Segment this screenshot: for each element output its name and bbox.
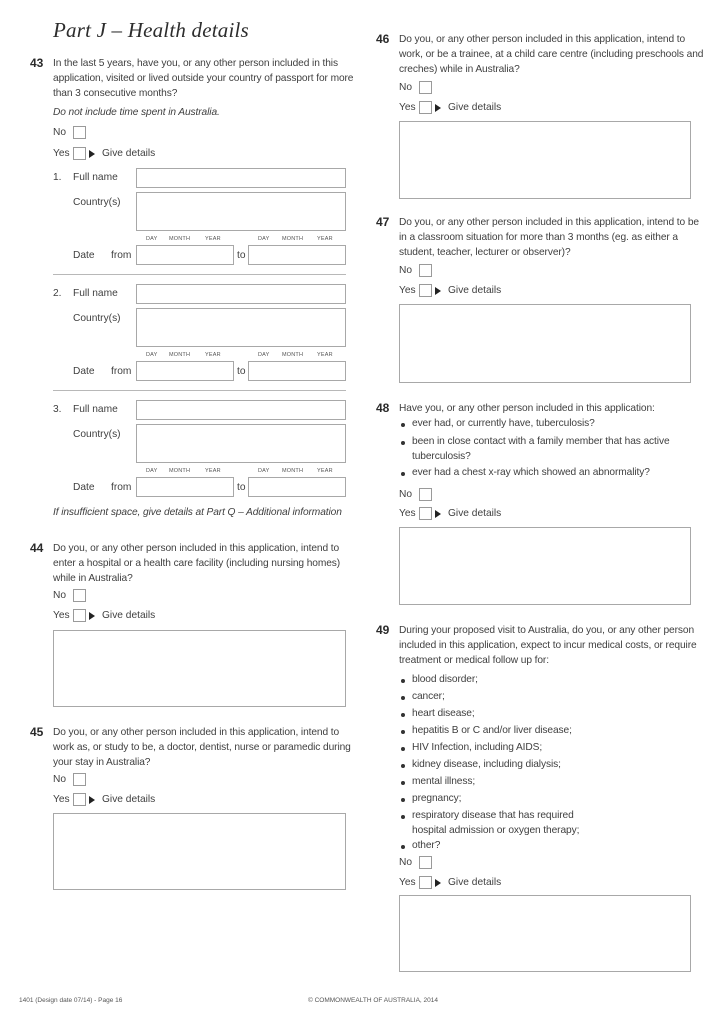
- question-line: creches) while in Australia?: [399, 64, 520, 75]
- question-number-48: 48: [376, 401, 390, 415]
- q48-no-label: No: [399, 489, 413, 500]
- q49-bullet-item: hepatitis B or C and/or liver disease;: [412, 725, 572, 736]
- day-label: DAY: [146, 468, 158, 474]
- q49-bullet-item: mental illness;: [412, 776, 476, 787]
- entry-index: 2.: [53, 288, 62, 299]
- divider: [53, 274, 346, 275]
- q45-yes-checkbox[interactable]: [73, 793, 86, 806]
- q47-details-field[interactable]: [399, 304, 691, 383]
- full-name-label: Full name: [73, 404, 118, 415]
- q48-give-details: Give details: [448, 508, 502, 519]
- year-label: YEAR: [205, 468, 221, 474]
- footer-form-id: 1401 (Design date 07/14) - Page 16: [19, 997, 123, 1004]
- full-name-label: Full name: [73, 172, 118, 183]
- q47-no-label: No: [399, 265, 413, 276]
- question-line: than 3 consecutive months?: [53, 88, 178, 99]
- question-line: your stay in Australia?: [53, 757, 151, 768]
- q49-bullet-item: other?: [412, 840, 441, 851]
- q45-give-details: Give details: [102, 794, 156, 805]
- bullet-icon: [401, 781, 405, 785]
- q44-no-checkbox[interactable]: [73, 589, 86, 602]
- bullet-icon: [401, 798, 405, 802]
- from-label: from: [111, 482, 132, 493]
- question-line: included in this application, expect to incur medical costs, or require: [399, 640, 697, 651]
- q45-yes-label: Yes: [53, 794, 70, 805]
- question-number-49: 49: [376, 623, 390, 637]
- date-label: Date: [73, 250, 95, 261]
- entry-2-date-to-field[interactable]: [248, 361, 346, 381]
- entry-3-date-to-field[interactable]: [248, 477, 346, 497]
- question-text-44: [53, 541, 340, 586]
- q49-no-label: No: [399, 857, 413, 868]
- bullet-icon: [401, 815, 405, 819]
- q48-yes-label: Yes: [399, 508, 416, 519]
- q44-details-field[interactable]: [53, 630, 346, 707]
- q43-yes-checkbox[interactable]: [73, 147, 86, 160]
- entry-1-date-to-field[interactable]: [248, 245, 346, 265]
- entry-2-full-name-field[interactable]: [136, 284, 346, 304]
- arrow-right-icon: [435, 287, 441, 295]
- question-line: Do you, or any other person included in this application, intend to be: [399, 217, 699, 228]
- q44-yes-checkbox[interactable]: [73, 609, 86, 622]
- q48-bullet-item: [412, 434, 670, 464]
- entry-3-full-name-field[interactable]: [136, 400, 346, 420]
- question-line: student, teacher, lecturer or observer)?: [399, 247, 571, 258]
- q49-bullet-item: [412, 808, 579, 838]
- entry-1-full-name-field[interactable]: [136, 168, 346, 188]
- question-line: treatment or medical follow up for:: [399, 655, 549, 666]
- day-label: DAY: [258, 236, 270, 242]
- arrow-right-icon: [435, 510, 441, 518]
- to-label: to: [237, 482, 246, 493]
- q46-yes-checkbox[interactable]: [419, 101, 432, 114]
- entry-1-date-from-field[interactable]: [136, 245, 234, 265]
- bullet-icon: [401, 730, 405, 734]
- bullet-line: ever had a chest x-ray which showed an abnormality?: [412, 467, 650, 478]
- bullet-line: been in close contact with a family member that has active: [412, 436, 670, 447]
- bullet-icon: [401, 441, 405, 445]
- q49-no-checkbox[interactable]: [419, 856, 432, 869]
- entry-3-countries-field[interactable]: [136, 424, 346, 463]
- question-text-49: [399, 623, 697, 668]
- arrow-right-icon: [89, 150, 95, 158]
- q49-yes-checkbox[interactable]: [419, 876, 432, 889]
- q44-give-details: Give details: [102, 610, 156, 621]
- question-number-43: 43: [30, 56, 44, 70]
- day-label: DAY: [258, 468, 270, 474]
- q47-yes-label: Yes: [399, 285, 416, 296]
- q49-bullet-item: heart disease;: [412, 708, 475, 719]
- q49-details-field[interactable]: [399, 895, 691, 972]
- question-line: Do you, or any other person included in this application, intend to: [399, 34, 686, 45]
- q43-no-checkbox[interactable]: [73, 126, 86, 139]
- day-label: DAY: [258, 352, 270, 358]
- arrow-right-icon: [435, 104, 441, 112]
- q44-no-label: No: [53, 590, 67, 601]
- entry-2-date-from-field[interactable]: [136, 361, 234, 381]
- question-line: work as, or study to be, a doctor, dentist, nurse or paramedic during: [53, 742, 351, 753]
- q47-no-checkbox[interactable]: [419, 264, 432, 277]
- q44-yes-label: Yes: [53, 610, 70, 621]
- section-title: Part J – Health details: [53, 18, 249, 42]
- full-name-label: Full name: [73, 288, 118, 299]
- q49-bullet-item: kidney disease, including dialysis;: [412, 759, 561, 770]
- bullet-icon: [401, 472, 405, 476]
- to-label: to: [237, 250, 246, 261]
- q49-yes-label: Yes: [399, 877, 416, 888]
- month-label: MONTH: [282, 468, 304, 474]
- question-number-47: 47: [376, 215, 390, 229]
- bullet-icon: [401, 696, 405, 700]
- q45-no-label: No: [53, 774, 67, 785]
- insufficient-space-note: If insufficient space, give details at Part Q – Additional information: [53, 507, 342, 518]
- bullet-line: tuberculosis?: [412, 451, 471, 462]
- bullet-icon: [401, 747, 405, 751]
- q48-details-field[interactable]: [399, 527, 691, 605]
- entry-1-countries-field[interactable]: [136, 192, 346, 231]
- q46-give-details: Give details: [448, 102, 502, 113]
- divider: [53, 390, 346, 391]
- entry-3-date-from-field[interactable]: [136, 477, 234, 497]
- arrow-right-icon: [89, 796, 95, 804]
- day-label: DAY: [146, 236, 158, 242]
- q43-no-label: No: [53, 127, 67, 138]
- q49-bullet-item: blood disorder;: [412, 674, 478, 685]
- month-label: MONTH: [282, 236, 304, 242]
- arrow-right-icon: [89, 612, 95, 620]
- question-line: work, or be a trainee, at a child care centre (including preschools and: [399, 49, 704, 60]
- month-label: MONTH: [169, 468, 191, 474]
- entry-index: 3.: [53, 404, 62, 415]
- bullet-icon: [401, 679, 405, 683]
- question-text-48: Have you, or any other person included in this application:: [399, 403, 655, 414]
- to-label: to: [237, 366, 246, 377]
- q49-give-details: Give details: [448, 877, 502, 888]
- question-number-46: 46: [376, 32, 390, 46]
- question-number-44: 44: [30, 541, 44, 555]
- q46-no-checkbox[interactable]: [419, 81, 432, 94]
- q48-no-checkbox[interactable]: [419, 488, 432, 501]
- date-label: Date: [73, 482, 95, 493]
- question-line: Do you, or any other person included in this application, intend to: [53, 727, 340, 738]
- q43-note: Do not include time spent in Australia.: [53, 107, 220, 118]
- bullet-line: ever had, or currently have, tuberculosis?: [412, 418, 595, 429]
- q49-bullet-item: HIV Infection, including AIDS;: [412, 742, 543, 753]
- day-label: DAY: [146, 352, 158, 358]
- question-text-45: [53, 725, 351, 770]
- question-line: while in Australia?: [53, 573, 133, 584]
- q49-bullet-item: cancer;: [412, 691, 445, 702]
- question-line: In the last 5 years, have you, or any other person included in this: [53, 58, 338, 69]
- question-text-43: [53, 56, 353, 101]
- question-line: During your proposed visit to Australia, do you, or any other person: [399, 625, 695, 636]
- arrow-right-icon: [435, 879, 441, 887]
- q43-give-details: Give details: [102, 148, 156, 159]
- year-label: YEAR: [317, 352, 333, 358]
- from-label: from: [111, 250, 132, 261]
- question-line: Do you, or any other person included in this application, intend to: [53, 543, 340, 554]
- q45-no-checkbox[interactable]: [73, 773, 86, 786]
- footer-copyright: © COMMONWEALTH OF AUSTRALIA, 2014: [308, 997, 438, 1004]
- bullet-line: respiratory disease that has required: [412, 810, 574, 821]
- question-text-46: [399, 32, 703, 77]
- month-label: MONTH: [169, 236, 191, 242]
- from-label: from: [111, 366, 132, 377]
- q46-details-field[interactable]: [399, 121, 691, 199]
- question-text-47: [399, 215, 699, 260]
- month-label: MONTH: [282, 352, 304, 358]
- q46-yes-label: Yes: [399, 102, 416, 113]
- countries-label: Country(s): [73, 429, 121, 440]
- question-line: in a classroom situation for more than 3 months (eg. as either a: [399, 232, 678, 243]
- entry-2-countries-field[interactable]: [136, 308, 346, 347]
- q47-yes-checkbox[interactable]: [419, 284, 432, 297]
- entry-index: 1.: [53, 172, 62, 183]
- bullet-icon: [401, 423, 405, 427]
- date-label: Date: [73, 366, 95, 377]
- q49-bullet-item: pregnancy;: [412, 793, 462, 804]
- bullet-icon: [401, 713, 405, 717]
- question-line: enter a hospital or a health care facility (including nursing homes): [53, 558, 341, 569]
- year-label: YEAR: [317, 468, 333, 474]
- countries-label: Country(s): [73, 313, 121, 324]
- q45-details-field[interactable]: [53, 813, 346, 890]
- bullet-icon: [401, 764, 405, 768]
- q48-yes-checkbox[interactable]: [419, 507, 432, 520]
- countries-label: Country(s): [73, 197, 121, 208]
- q48-bullet-item: [412, 416, 595, 431]
- month-label: MONTH: [169, 352, 191, 358]
- question-number-45: 45: [30, 725, 44, 739]
- bullet-line: hospital admission or oxygen therapy;: [412, 825, 580, 836]
- question-line: application, visited or lived outside your country of passport for more: [53, 73, 354, 84]
- year-label: YEAR: [205, 352, 221, 358]
- year-label: YEAR: [317, 236, 333, 242]
- q48-bullet-item: [412, 465, 650, 480]
- year-label: YEAR: [205, 236, 221, 242]
- q43-yes-label: Yes: [53, 148, 70, 159]
- q47-give-details: Give details: [448, 285, 502, 296]
- bullet-icon: [401, 845, 405, 849]
- q46-no-label: No: [399, 82, 413, 93]
